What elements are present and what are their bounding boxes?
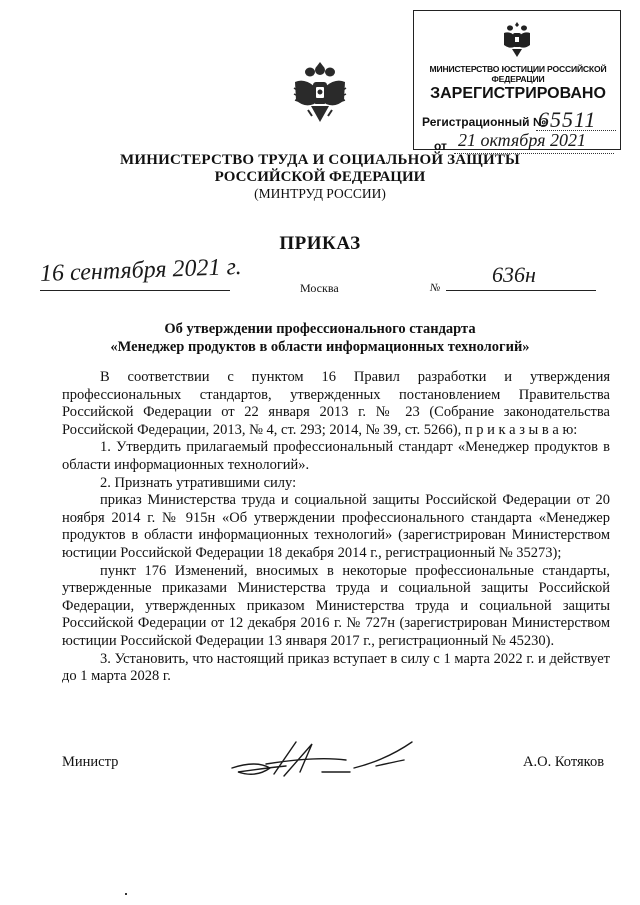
order-date-line (40, 290, 230, 291)
order-city: Москва (300, 281, 339, 295)
order-body (62, 369, 610, 686)
order-subject-line2: «Менеджер продуктов в области информационных технологий» (110, 339, 530, 355)
body-paragraph-item2-a: приказ Министерства труда и социальной защиты Российской Федерации от 20 ноября 2014 г. № 915н «Об утверждении профессионального стандарта «Менеджер продуктов в области информационных технологий» (зарегистрирован Министерством юстиции Российской Федерации 18 декабря 2014 г., регистрационный № 35273); (62, 492, 610, 561)
body-paragraph-item1: 1. Утвердить прилагаемый профессиональный стандарт «Менеджер продуктов в области информационных технологий». (62, 439, 610, 473)
stamp-emblem-icon (500, 19, 534, 59)
stamp-ministry: МИНИСТЕРСТВО ЮСТИЦИИ РОССИЙСКОЙ ФЕДЕРАЦИИ (429, 64, 607, 84)
stamp-status: ЗАРЕГИСТРИРОВАНО (430, 85, 606, 102)
stamp-regnum-value: 65511 (538, 107, 597, 132)
registration-stamp (413, 10, 621, 153)
ministry-name-line1: МИНИСТЕРСТВО ТРУДА И СОЦИАЛЬНОЙ ЗАЩИТЫ (120, 152, 520, 168)
signer-name: А.О. Котяков (523, 754, 605, 770)
body-paragraph-item2: 2. Признать утратившими силу: (100, 474, 297, 491)
body-paragraph-item2-b: пункт 176 Изменений, вносимых в некоторые профессиональные стандарты, утвержденные приказами Министерства труда и социальной защиты Российской Федерации, утвержденных приказом Министерства труда и социальной защиты Российской Федерации от 12 декабря 2016 г. № 727н (зарегистрирован Министерством юстиции Российской Федерации 13 января 2017 г., регистрационный № 45230). (62, 562, 610, 649)
russian-coat-of-arms-icon (292, 60, 348, 128)
order-date: 16 сентября 2021 г. (39, 253, 242, 287)
order-number-label: № (430, 282, 441, 294)
signer-role: Министр (62, 754, 119, 770)
order-subject-line1: Об утверждении профессионального стандарта (164, 321, 476, 337)
body-paragraph-item3: 3. Установить, что настоящий приказ вступает в силу с 1 марта 2022 г. и действует до 1 марта 2028 г. (62, 650, 610, 685)
order-title: ПРИКАЗ (279, 233, 361, 254)
stamp-date-label: от (434, 139, 447, 153)
ministry-name-line2: РОССИЙСКОЙ ФЕДЕРАЦИИ (214, 169, 426, 185)
stamp-regnum-label: Регистрационный № (422, 115, 547, 129)
ministry-short-name: (МИНТРУД РОССИИ) (254, 186, 386, 201)
scan-speck (125, 893, 127, 895)
order-number-line (446, 290, 596, 291)
handwritten-signature (226, 738, 416, 780)
order-number: 636н (492, 262, 536, 287)
body-paragraph-preamble: В соответствии с пунктом 16 Правил разработки и утверждения профессиональных стандартов, утвержденных постановлением Правительства Российской Федерации от 22 января 2013 г. № 23 (Собрание законодательства Российской Федерации, 2013, № 4, ст. 293; 2014, № 39, ст. 5266), п р и к а з ы в а ю: (62, 369, 610, 438)
stamp-date-value: 21 октября 2021 (458, 130, 586, 150)
